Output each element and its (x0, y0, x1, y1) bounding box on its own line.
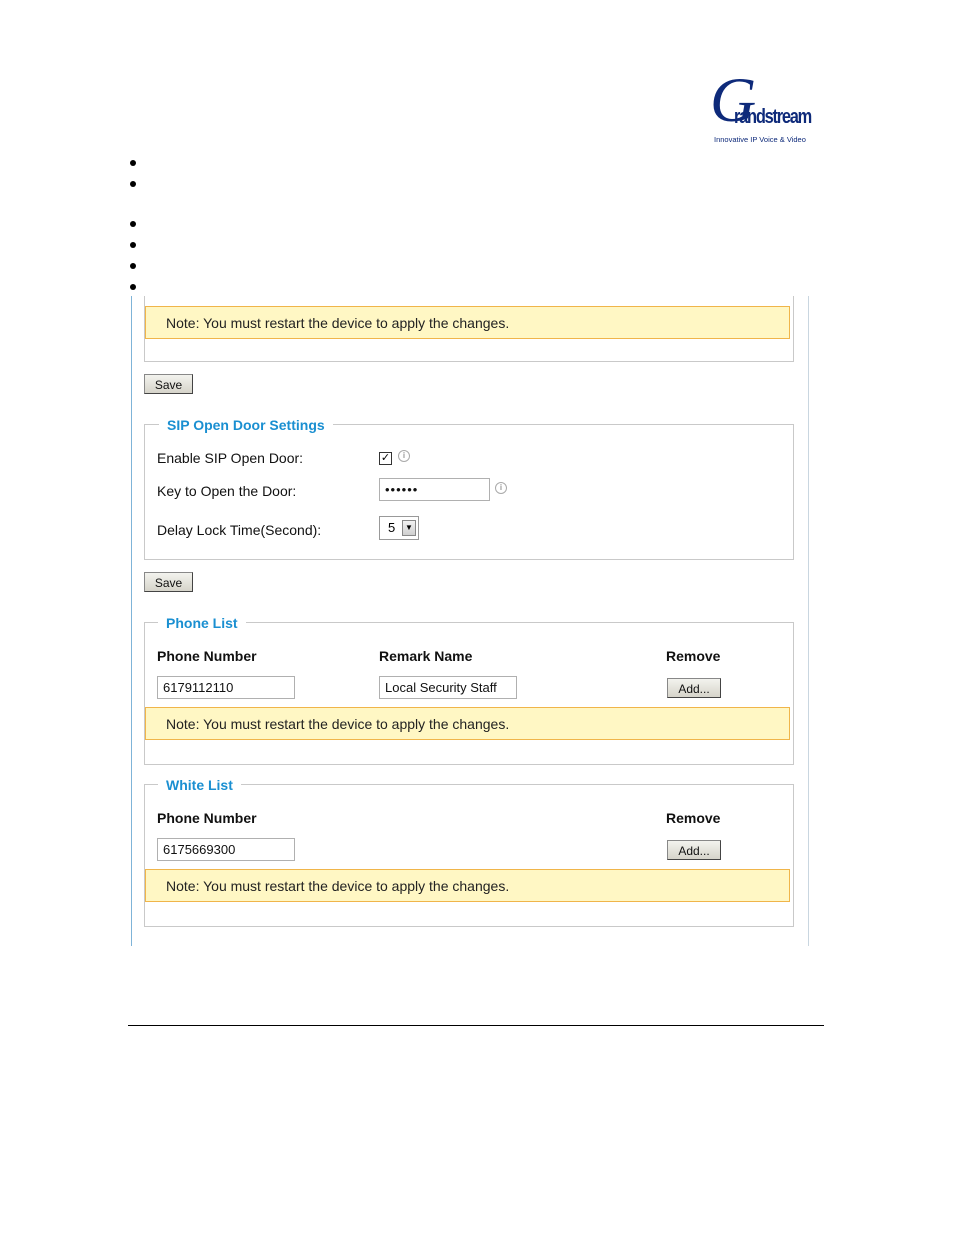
logo-g-letter: G (710, 64, 757, 135)
key-to-open-door-input[interactable]: •••••• (379, 478, 490, 501)
bullet (130, 221, 136, 227)
info-icon: i (495, 482, 507, 494)
grandstream-logo (704, 64, 824, 146)
phone-list-legend: Phone List (158, 614, 246, 632)
bullet (130, 181, 136, 187)
add-phone-button[interactable]: Add... (667, 678, 721, 698)
restart-note: Note: You must restart the device to apply the changes. (145, 869, 790, 902)
enable-sip-open-door-label: Enable SIP Open Door: (157, 450, 304, 466)
bullet (130, 263, 136, 269)
save-button[interactable]: Save (144, 572, 193, 592)
enable-sip-open-door-checkbox[interactable]: ✓ (380, 452, 391, 464)
save-button[interactable]: Save (144, 374, 193, 394)
add-white-list-button[interactable]: Add... (667, 840, 721, 860)
delay-lock-time-select[interactable] (379, 516, 419, 540)
bullet (130, 242, 136, 248)
restart-note: Note: You must restart the device to apply the changes. (145, 306, 790, 339)
logo-tagline: Innovative IP Voice & Video (714, 135, 806, 144)
footer-divider (128, 1025, 824, 1026)
phone-number-input[interactable]: 6179112110 (157, 676, 295, 699)
white-list-phone-input[interactable]: 6175669300 (157, 838, 295, 861)
restart-note: Note: You must restart the device to apply the changes. (145, 707, 790, 740)
phone-number-header: Phone Number (157, 648, 257, 664)
logo-word: randstream (734, 106, 812, 128)
bullet (130, 284, 136, 290)
delay-lock-time-label: Delay Lock Time(Second): (157, 522, 322, 538)
remove-header: Remove (666, 648, 721, 664)
delay-lock-time-value: 5 (388, 520, 396, 535)
white-list-legend: White List (158, 776, 241, 794)
remark-name-input[interactable]: Local Security Staff (379, 676, 517, 699)
info-icon: i (398, 450, 410, 462)
phone-number-header: Phone Number (157, 810, 257, 826)
remark-name-header: Remark Name (379, 648, 473, 664)
sip-open-door-legend: SIP Open Door Settings (159, 416, 333, 434)
remove-header: Remove (666, 810, 721, 826)
bullet (130, 160, 136, 166)
key-to-open-door-label: Key to Open the Door: (157, 483, 297, 499)
chevron-down-icon[interactable]: ▼ (402, 520, 416, 536)
